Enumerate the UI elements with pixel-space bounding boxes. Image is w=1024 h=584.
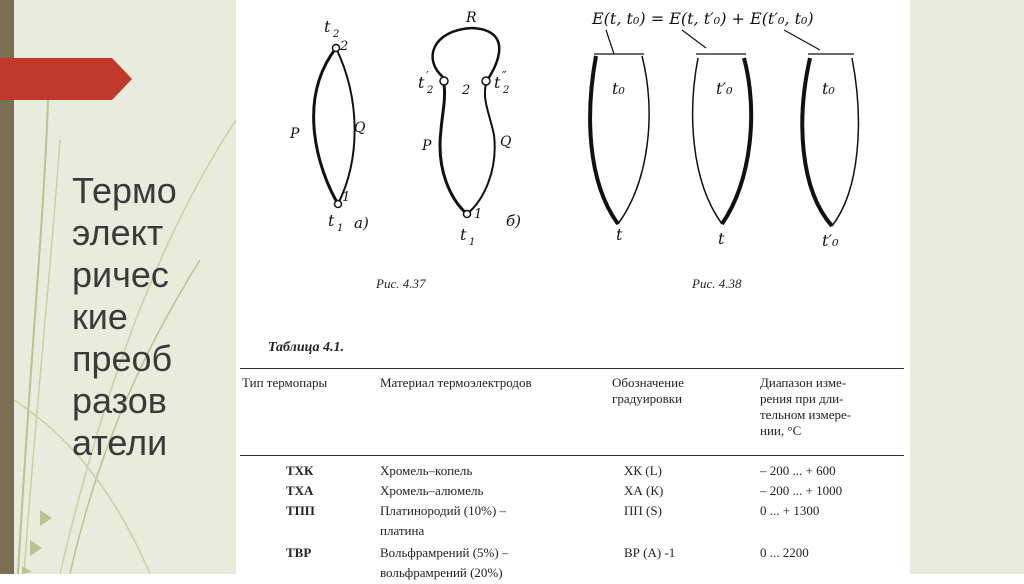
title-line: разов xyxy=(72,380,167,421)
right-frame-panel xyxy=(910,0,1024,574)
cell-material: Вольфрамрений (5%) – xyxy=(380,545,509,560)
label-t1-sub: 1 xyxy=(337,223,344,234)
table-header-row xyxy=(240,368,904,456)
title-line: Термо xyxy=(72,170,177,211)
table-title: Таблица 4.1. xyxy=(268,340,344,355)
label-p: P xyxy=(290,126,300,142)
label-node-2: 2 xyxy=(340,39,349,54)
accent-arrow-shape xyxy=(0,58,132,100)
cell-material: Хромель–копель xyxy=(380,463,473,478)
caption-fig-4-37: Рис. 4.37 xyxy=(376,276,426,291)
label-q-b: Q xyxy=(500,134,512,150)
header-line: градуировки xyxy=(612,391,683,406)
title-line: элект xyxy=(72,212,164,253)
header-material xyxy=(380,375,532,391)
cell-material: вольфрамрений (20%) xyxy=(380,565,503,580)
label-t2-sub: 2 xyxy=(333,29,340,40)
label-t2: t xyxy=(324,17,331,36)
fig-4-37a-loop xyxy=(314,45,355,208)
label-a: а) xyxy=(354,214,369,232)
cell-code: ХА (К) xyxy=(624,483,664,498)
electrode-3-bottom-label: t′₀ xyxy=(822,231,839,250)
table-row xyxy=(240,544,904,564)
header-line: рения при дли- xyxy=(760,391,844,406)
label-t2p-mark: ′ xyxy=(426,69,429,83)
label-t2pp: t xyxy=(494,73,501,92)
electrode-2-top-label: t′₀ xyxy=(716,79,733,98)
label-t2pp-mark: ″ xyxy=(502,69,507,83)
slide-title xyxy=(72,170,222,464)
cell-material: платина xyxy=(380,523,425,538)
electrode-1-top-label: t₀ xyxy=(612,79,625,98)
title-line: атели xyxy=(72,422,168,463)
cell-code: ХК (L) xyxy=(624,463,662,478)
label-t2p-sub: 2 xyxy=(427,85,434,96)
label-t1b-sub: 1 xyxy=(469,237,476,248)
scanned-figure-area xyxy=(236,0,910,580)
title-line: ричес xyxy=(72,254,169,295)
header-code xyxy=(612,375,684,407)
header-line: Диапазон изме- xyxy=(760,375,847,390)
cell-range: 0 ... 2200 xyxy=(760,545,809,560)
cell-material: Платинородий (10%) – xyxy=(380,503,507,518)
header-line: Материал термоэлектродов xyxy=(380,375,532,390)
label-q: Q xyxy=(354,120,366,136)
cell-type: ТХК xyxy=(286,463,314,478)
cell-code: ПП (S) xyxy=(624,503,662,518)
electrode-2-bottom-label: t xyxy=(718,229,725,248)
fig-4-37b-loop xyxy=(433,28,500,218)
cell-type: ТПП xyxy=(286,503,315,518)
cell-type: ТХА xyxy=(286,483,314,498)
label-t2p: t xyxy=(418,73,425,92)
cell-material: Хромель–алюмель xyxy=(380,483,484,498)
title-line: кие xyxy=(72,296,128,337)
label-node-1b: 1 xyxy=(474,207,483,222)
label-b: б) xyxy=(506,212,522,230)
label-p-b: P xyxy=(422,138,432,154)
cell-code: ВР (А) -1 xyxy=(624,545,676,560)
title-line: преоб xyxy=(72,338,173,379)
emf-formula: E(t, t₀) = E(t, t′₀) + E(t′₀, t₀) xyxy=(592,9,814,28)
label-node-2b: 2 xyxy=(462,83,471,98)
formula-pointers xyxy=(606,30,820,54)
electrode-3-top-label: t₀ xyxy=(822,79,835,98)
header-line: Тип термопары xyxy=(242,375,328,390)
label-t2pp-sub: 2 xyxy=(503,85,510,96)
header-line: нии, °С xyxy=(760,423,802,438)
header-type xyxy=(242,375,327,391)
table-row-continuation xyxy=(240,522,904,542)
header-line: тельном измере- xyxy=(760,407,852,422)
thermocouple-diagrams xyxy=(236,0,910,330)
table-row-continuation xyxy=(240,564,904,584)
table-row xyxy=(240,462,904,482)
cell-range: – 200 ... + 600 xyxy=(760,463,836,478)
electrode-1-bottom-label: t xyxy=(616,225,623,244)
label-t1: t xyxy=(328,211,335,230)
table-row xyxy=(240,502,904,522)
cell-type: ТВР xyxy=(286,545,312,560)
header-range xyxy=(760,375,851,439)
header-line: Обозначение xyxy=(612,375,684,390)
label-r: R xyxy=(466,10,477,26)
label-t1b: t xyxy=(460,225,467,244)
cell-range: 0 ... + 1300 xyxy=(760,503,820,518)
cell-range: – 200 ... + 1000 xyxy=(760,483,843,498)
caption-fig-4-38: Рис. 4.38 xyxy=(692,276,742,291)
label-node-1: 1 xyxy=(342,190,351,205)
table-row xyxy=(240,482,904,502)
